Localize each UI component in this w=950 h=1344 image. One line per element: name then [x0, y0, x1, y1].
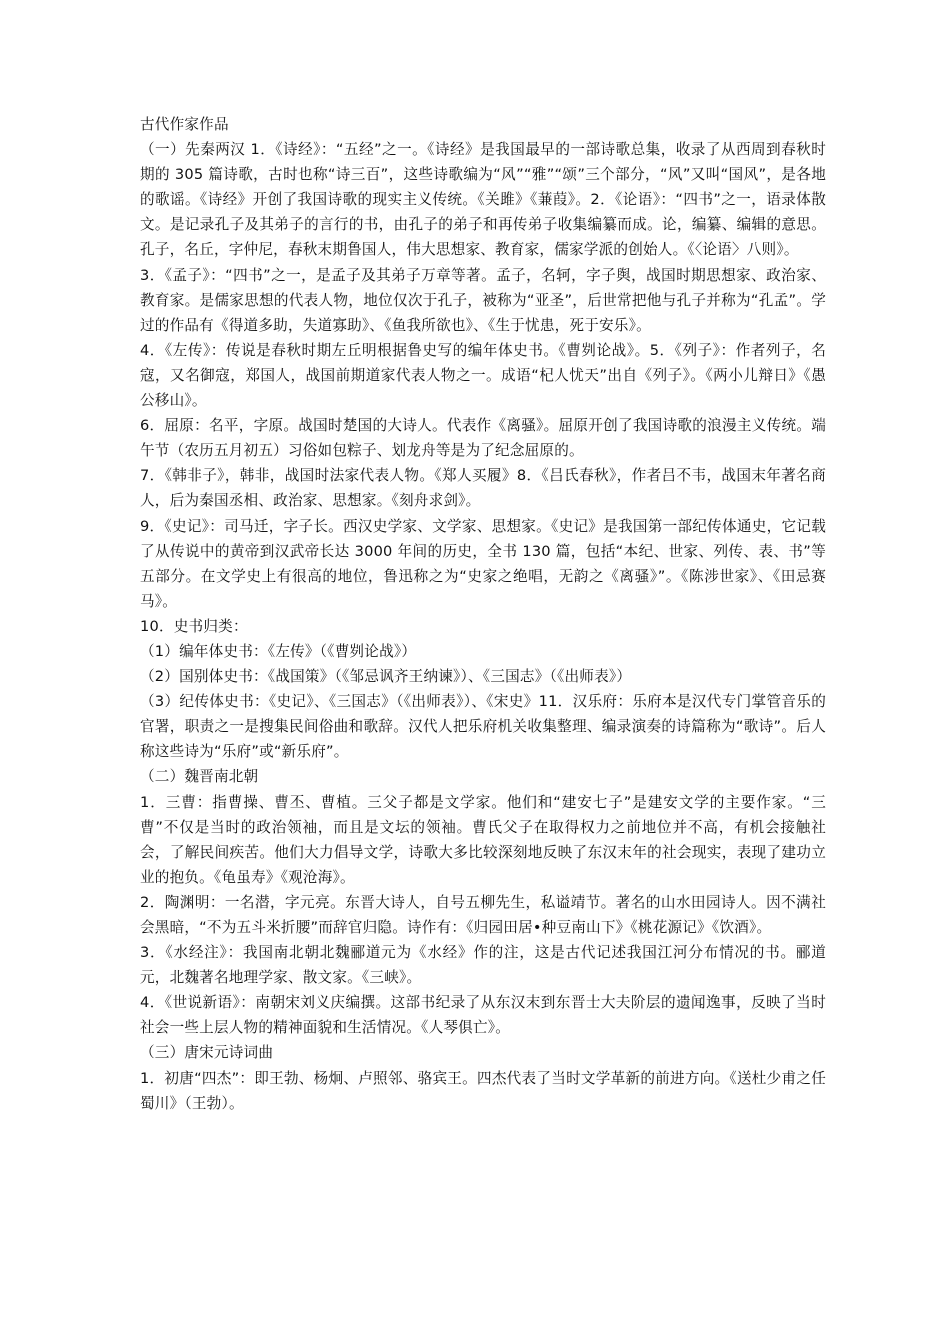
paragraph-four-masters: 1．初唐“四杰”：即王勃、杨炯、卢照邻、骆宾王。四杰代表了当时文学革新的前进方向。《送杜少甫之任蜀川》（王勃）。 [140, 1069, 826, 1112]
paragraph-mengzi: 3．《孟子》：“四书”之一，是孟子及其弟子万章等著。孟子，名轲，字子舆，战国时期思想家、政治家、教育家。是儒家思想的代表人物，地位仅次于孔子，被称为“亚圣”，后世常把他与孔子并称为“孔孟”。学过的作品有《得道多助，失道寡助》、《鱼我所欲也》、《生于忧患，死于安乐》。 [140, 266, 826, 334]
document-title: 古代作家作品 [140, 116, 229, 133]
paragraph-hanfeizi-lvshichunqiu: 7．《韩非子》，韩非，战国时法家代表人物。《郑人买履》8．《吕氏春秋》，作者吕不韦，战国末年著名商人，后为秦国丞相、政治家、思想家。《刻舟求剑》。 [140, 467, 826, 510]
paragraph-shiji: 9．《史记》：司马迁，字子长。西汉史学家、文学家、思想家。《史记》是我国第一部纪传体通史，它记载了从传说中的黄帝到汉武帝长达 3000 年间的历史，全书 130 篇，包括“本纪、世家、列传、表、书”等五部分。在文学史上有很高的地位，鲁迅称之为“史家之绝唱，无韵之《离骚》”。《陈涉世家》、《田忌赛马》。 [140, 517, 826, 610]
document-body [140, 112, 826, 1116]
paragraph-quyuan: 6．屈原：名平，字原。战国时楚国的大诗人。代表作《离骚》。屈原开创了我国诗歌的浪漫主义传统。端午节（农历五月初五）习俗如包粽子、划龙舟等是为了纪念屈原的。 [140, 417, 826, 460]
paragraph-shuijingzhu: 3．《水经注》：我国南北朝北魏郦道元为《水经》作的注，这是古代记述我国江河分布情况的书。郦道元，北魏著名地理学家、散文家。《三峡》。 [140, 944, 826, 987]
paragraph-zuozhuan-liezi: 4．《左传》：传说是春秋时期左丘明根据鲁史写的编年体史书。《曹刿论战》。5．《列子》：作者列子，名寇，又名御寇，郑国人，战国前期道家代表人物之一。成语“杞人忧天”出自《列子》。《两小儿辩日》《愚公移山》。 [140, 341, 826, 410]
paragraph-sancao: 1．三曹：指曹操、曹丕、曹植。三父子都是文学家。他们和“建安七子”是建安文学的主要作家。“三曹”不仅是当时的政治领袖，而且是文坛的领袖。曹氏父子在取得权力之前地位并不高，有机会接触社会，了解民间疾苦。他们大力倡导文学，诗歌大多比较深刻地反映了东汉末年的社会现实，表现了建功立业的抱负。《龟虽寿》《观沧海》。 [140, 793, 826, 886]
paragraph-pre-qin-shijing-lunyu: （一）先秦两汉 1．《诗经》：“五经”之一。《诗经》是我国最早的一部诗歌总集，收录了从西周到春秋时期的 305 篇诗歌，古时也称“诗三百”，这些诗歌编为“风”“雅”“颂”三个部分，“风”又叫“国风”，是各地的歌谣。《诗经》开创了我国诗歌的现实主义传统。《关雎》《蒹葭》。2．《论语》：“四书”之一，语录体散文。是记录孔子及其弟子的言行的书，由孔子的弟子和再传弟子收集编纂而成。论，编纂、编辑的意思。孔子，名丘，字仲尼，春秋末期鲁国人，伟大思想家、教育家，儒家学派的创始人。《〈论语〉八则》。 [140, 141, 826, 259]
paragraph-history-classification: 10．史书归类： [140, 617, 248, 635]
paragraph-tao-yuanming: 2．陶渊明：一名潜，字元亮。东晋大诗人，自号五柳先生，私谥靖节。著名的山水田园诗人。因不满社会黑暗，“不为五斗米折腰”而辞官归隐。诗作有：《归园田居•种豆南山下》《桃花源记》《饮酒》。 [140, 893, 826, 936]
paragraph-shishuoxinyu: 4．《世说新语》：南朝宋刘义庆编撰。这部书纪录了从东汉末到东晋士大夫阶层的遗闻逸事，反映了当时社会一些上层人物的精神面貌和生活情况。《人琴俱亡》。 [140, 994, 826, 1037]
paragraph-biographical-history-yuefu: （3）纪传体史书：《史记》、《三国志》（《出师表》）、《宋史》11．汉乐府：乐府本是汉代专门掌管音乐的官署，职责之一是搜集民间俗曲和歌辞。汉代人把乐府机关收集整理、编录演奏的诗篇称为“歌诗”。后人称这些诗为“乐府”或“新乐府”。 [140, 693, 826, 761]
section-heading-wei-jin: （二）魏晋南北朝 [140, 768, 259, 786]
section-heading-tang-song-yuan: （三）唐宋元诗词曲 [140, 1044, 274, 1062]
paragraph-national-history: （2）国别体史书：《战国策》（《邹忌讽齐王纳谏》）、《三国志》（《出师表》） [140, 668, 632, 686]
paragraph-chronicle-history: （1）编年体史书：《左传》（《曹刿论战》） [140, 642, 417, 660]
